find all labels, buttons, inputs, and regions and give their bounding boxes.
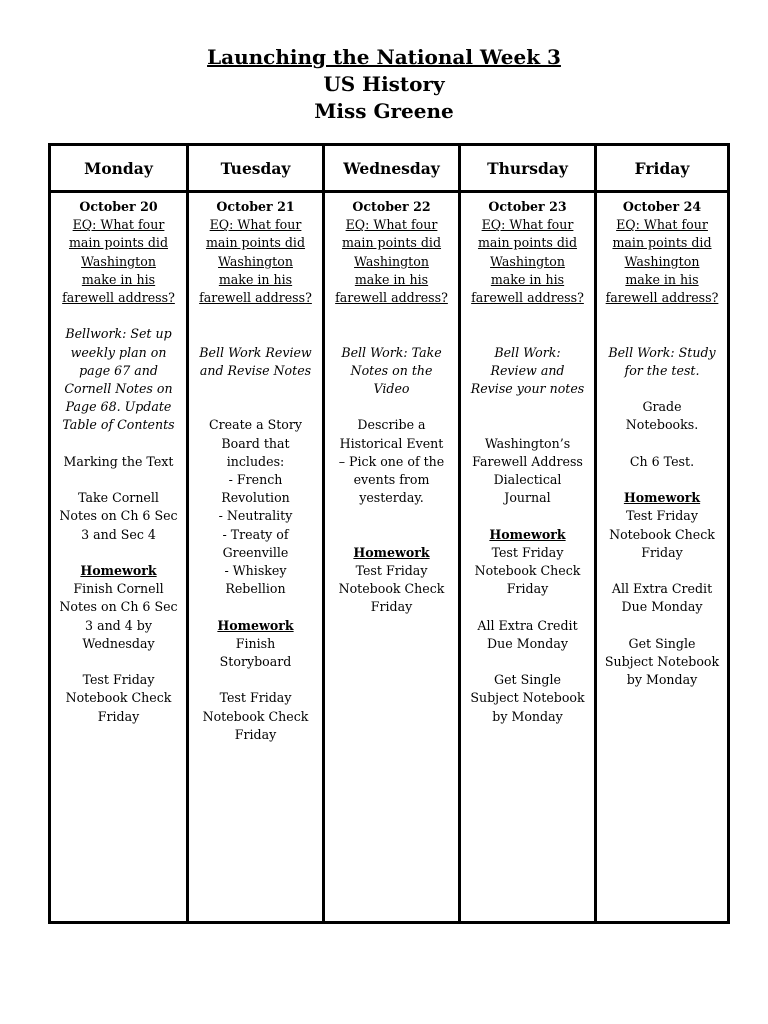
essential-question-line: main points did xyxy=(477,235,578,251)
weekly-plan-table xyxy=(48,143,730,924)
plan-line: Wednesday xyxy=(82,635,155,651)
plan-line: All Extra Credit xyxy=(477,617,578,633)
essential-question-line: farewell address? xyxy=(471,290,584,306)
essential-question-line: EQ: What four xyxy=(481,217,574,233)
plan-line: Storyboard xyxy=(219,654,292,669)
spacer xyxy=(597,307,727,325)
day-content xyxy=(189,193,322,744)
date-label: October 22 xyxy=(352,199,431,214)
spacer xyxy=(51,653,186,671)
plan-line: Ch 6 Test. xyxy=(629,453,695,469)
plan-line: - Whiskey xyxy=(224,563,287,578)
essential-question-line: EQ: What four xyxy=(72,217,165,233)
plan-line: Notebook Check xyxy=(202,708,309,724)
essential-question-line: main points did xyxy=(68,235,169,251)
day-column-monday xyxy=(51,146,186,921)
plan-line: Greenville xyxy=(222,544,289,560)
plan-line: Test Friday xyxy=(82,672,155,688)
essential-question-line: make in his xyxy=(81,271,156,287)
essential-question-line: Washington xyxy=(490,253,565,269)
plan-line: - French xyxy=(228,471,283,487)
plan-line: Friday xyxy=(370,599,413,615)
plan-line: Test Friday xyxy=(219,690,292,706)
spacer xyxy=(325,398,458,416)
bellwork-line: Page 68. Update xyxy=(65,399,172,415)
day-header: Thursday xyxy=(461,146,594,193)
day-header: Tuesday xyxy=(189,146,322,193)
plan-line: Notebook Check xyxy=(609,526,715,542)
plan-line: includes: xyxy=(226,453,285,469)
plan-line: Revolution xyxy=(221,490,290,506)
essential-question-line: Washington xyxy=(218,253,293,269)
spacer xyxy=(597,562,727,580)
spacer xyxy=(189,671,322,689)
plan-line: 3 and 4 by xyxy=(85,617,152,633)
plan-line: Describe a xyxy=(357,417,426,433)
essential-question-line: main points did xyxy=(612,235,712,251)
essential-question-line: Washington xyxy=(81,253,156,269)
plan-line: Subject Notebook xyxy=(604,653,720,669)
spacer xyxy=(51,435,186,453)
essential-question-line: farewell address? xyxy=(335,290,448,306)
spacer xyxy=(189,307,322,325)
day-content xyxy=(51,193,186,726)
essential-question-line: EQ: What four xyxy=(616,217,708,233)
essential-question-line: Washington xyxy=(624,253,700,269)
plan-line: yesterday. xyxy=(359,490,424,506)
spacer xyxy=(461,416,594,434)
plan-line: by Monday xyxy=(626,672,698,688)
day-column-friday xyxy=(594,146,727,921)
day-content xyxy=(461,193,594,726)
spacer xyxy=(51,544,186,562)
homework-heading: Homework xyxy=(217,617,294,633)
essential-question-line: main points did xyxy=(341,235,442,251)
plan-line: Notebook Check xyxy=(65,690,172,706)
plan-line: - Neutrality xyxy=(218,508,293,524)
day-header: Monday xyxy=(51,146,186,193)
essential-question-line: EQ: What four xyxy=(345,217,438,233)
plan-line: Farewell Address xyxy=(472,453,583,469)
plan-line: Create a Story xyxy=(208,417,303,433)
plan-line: Washington’s xyxy=(484,435,571,451)
plan-line: – Pick one of the xyxy=(338,453,445,469)
document-header xyxy=(0,44,768,125)
course-name: US History xyxy=(323,72,445,96)
plan-line: Friday xyxy=(234,726,277,742)
plan-line: Historical Event xyxy=(339,435,444,451)
day-content xyxy=(597,193,727,689)
plan-line: Notes on Ch 6 Sec xyxy=(59,508,178,524)
document-title: Launching the National Week 3 xyxy=(207,45,561,69)
bellwork-line: Bell Work: Take xyxy=(341,344,442,360)
plan-line: Take Cornell xyxy=(78,490,159,506)
homework-heading: Homework xyxy=(353,544,430,560)
plan-line: Rebellion xyxy=(225,581,286,597)
day-content xyxy=(325,193,458,617)
bellwork-line: and Revise Notes xyxy=(199,362,312,378)
bellwork-line: weekly plan on xyxy=(70,344,167,360)
plan-line: by Monday xyxy=(492,708,563,724)
spacer xyxy=(325,507,458,525)
plan-line: Due Monday xyxy=(621,599,703,615)
day-column-wednesday xyxy=(322,146,458,921)
date-label: October 21 xyxy=(216,199,295,214)
spacer xyxy=(597,471,727,489)
essential-question-line: farewell address? xyxy=(62,290,175,306)
plan-line: Subject Notebook xyxy=(470,690,585,706)
essential-question-line: make in his xyxy=(354,271,429,287)
bellwork-line: Bell Work Review xyxy=(199,344,312,360)
date-label: October 20 xyxy=(79,199,158,214)
spacer xyxy=(325,325,458,343)
plan-line: Test Friday xyxy=(626,508,698,524)
plan-line: events from xyxy=(353,472,430,487)
spacer xyxy=(189,325,322,343)
plan-line: 3 and Sec 4 xyxy=(81,526,156,542)
plan-line: Finish xyxy=(235,635,276,651)
spacer xyxy=(461,307,594,325)
plan-line: Get Single xyxy=(628,635,696,651)
spacer xyxy=(325,526,458,544)
bellwork-line: Revise your notes xyxy=(470,381,585,396)
day-column-thursday xyxy=(458,146,594,921)
plan-line: Board that xyxy=(221,435,290,451)
plan-line: Due Monday xyxy=(487,635,568,651)
day-header: Wednesday xyxy=(325,146,458,193)
spacer xyxy=(461,398,594,416)
bellwork-line: Cornell Notes on xyxy=(64,381,173,397)
spacer xyxy=(461,598,594,616)
day-column-tuesday xyxy=(186,146,322,921)
spacer xyxy=(51,471,186,489)
homework-heading: Homework xyxy=(623,490,701,506)
spacer xyxy=(325,307,458,325)
plan-line: Notebooks. xyxy=(625,417,699,433)
bellwork-line: Bell Work: Study xyxy=(608,344,716,360)
plan-line: Notes on Ch 6 Sec xyxy=(59,599,178,615)
plan-line: Dialectical xyxy=(493,471,562,487)
plan-line: Friday xyxy=(97,708,140,724)
bellwork-line: Review and xyxy=(490,362,565,378)
plan-line: Friday xyxy=(641,544,683,560)
homework-heading: Homework xyxy=(80,563,157,578)
spacer xyxy=(461,507,594,525)
plan-line: Test Friday xyxy=(491,544,564,560)
date-label: October 24 xyxy=(622,199,702,214)
bellwork-line: for the test. xyxy=(624,362,700,378)
essential-question-line: Washington xyxy=(354,253,429,269)
spacer xyxy=(189,598,322,616)
bellwork-line: Video xyxy=(373,381,410,396)
plan-line: - Treaty of xyxy=(222,526,289,542)
essential-question-line: EQ: What four xyxy=(209,217,302,233)
bellwork-line: Bellwork: Set up xyxy=(65,326,172,342)
spacer xyxy=(597,435,727,453)
date-label: October 23 xyxy=(488,199,567,214)
essential-question-line: make in his xyxy=(625,271,699,287)
plan-line: Test Friday xyxy=(355,562,428,578)
bellwork-line: Bell Work: xyxy=(494,344,561,360)
bellwork-line: Table of Contents xyxy=(62,417,175,433)
spacer xyxy=(597,325,727,343)
homework-heading: Homework xyxy=(489,526,566,542)
plan-line: All Extra Credit xyxy=(611,581,713,597)
plan-line: Marking the Text xyxy=(63,453,174,469)
plan-line: Notebook Check xyxy=(474,562,581,578)
plan-line: Grade xyxy=(642,399,682,415)
spacer xyxy=(597,617,727,635)
bellwork-line: Notes on the xyxy=(350,362,433,378)
spacer xyxy=(597,380,727,398)
essential-question-line: farewell address? xyxy=(199,290,312,306)
spacer xyxy=(461,325,594,343)
essential-question-line: make in his xyxy=(490,271,565,287)
plan-line: Get Single xyxy=(494,672,561,688)
plan-line: Notebook Check xyxy=(338,581,445,597)
bellwork-line: page 67 and xyxy=(79,362,158,378)
day-header: Friday xyxy=(597,146,727,193)
plan-line: Friday xyxy=(506,581,549,597)
essential-question-line: main points did xyxy=(205,235,306,251)
plan-line: Finish Cornell xyxy=(73,581,164,597)
teacher-name: Miss Greene xyxy=(314,99,454,123)
plan-line: Journal xyxy=(504,490,551,506)
spacer xyxy=(189,380,322,398)
spacer xyxy=(51,307,186,325)
spacer xyxy=(461,653,594,671)
essential-question-line: farewell address? xyxy=(605,290,719,306)
spacer xyxy=(189,398,322,416)
essential-question-line: make in his xyxy=(218,271,293,287)
